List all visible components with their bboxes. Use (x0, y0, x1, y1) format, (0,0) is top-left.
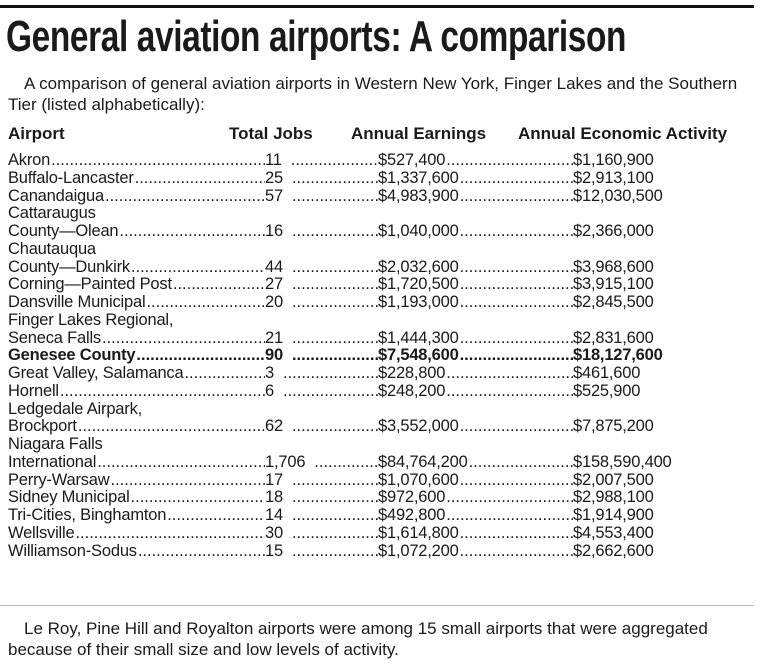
dot-leader (291, 542, 378, 560)
total-jobs: 62 (265, 417, 283, 436)
dot-leader (459, 258, 573, 276)
jobs-cell (265, 329, 378, 347)
airport-cell (8, 488, 265, 506)
jobs-cell (265, 382, 378, 400)
airport-name: Hornell (8, 381, 59, 400)
airport-name: County—Dunkirk (8, 257, 130, 276)
table-row (8, 400, 758, 418)
spacer (305, 453, 313, 471)
earnings-cell (378, 151, 573, 169)
annual-earnings: $1,720,500 (378, 275, 459, 294)
dot-leader (166, 506, 265, 524)
annual-economic-activity: $2,366,000 (573, 222, 654, 240)
airport-name: Perry-Warsaw (8, 470, 110, 489)
dot-leader (445, 506, 573, 524)
dot-leader (445, 151, 573, 169)
annual-economic-activity: $7,875,200 (573, 417, 654, 436)
dot-leader (282, 382, 378, 400)
annual-earnings: $1,072,200 (378, 541, 459, 560)
graphic-subtitle: A comparison of general aviation airports in Western New York, Finger Lakes and the Southern Tier (listed alphabetically): (8, 74, 738, 114)
jobs-cell (265, 169, 378, 187)
spacer (283, 542, 291, 560)
airport-name: County—Olean (8, 222, 119, 240)
dot-leader (291, 471, 378, 489)
table-row (8, 240, 758, 258)
dot-leader (313, 453, 378, 471)
annual-economic-activity: $2,988,100 (573, 488, 654, 507)
earnings-cell (378, 471, 573, 489)
dot-leader (445, 364, 573, 382)
annual-economic-activity: $12,030,500 (573, 186, 663, 205)
dot-leader (110, 471, 266, 489)
jobs-cell (265, 187, 378, 205)
table-body (8, 151, 758, 559)
table-row (8, 275, 758, 293)
jobs-cell (265, 488, 378, 506)
jobs-cell (265, 275, 378, 293)
annual-earnings: $1,337,600 (378, 168, 459, 187)
spacer (283, 258, 291, 276)
footnote: Le Roy, Pine Hill and Royalton airports were among 15 small airports that were aggregated because of their small size and low levels of activity. (8, 619, 708, 659)
table-row (8, 506, 758, 524)
annual-earnings: $1,070,600 (378, 470, 459, 489)
annual-earnings: $228,800 (378, 364, 446, 382)
dot-leader (96, 453, 265, 471)
total-jobs: 15 (265, 541, 283, 560)
annual-earnings: $4,983,900 (378, 186, 459, 205)
annual-economic-activity: $461,600 (573, 364, 641, 382)
airport-name: Corning—Painted Post (8, 275, 172, 294)
earnings-cell (378, 329, 573, 347)
dot-leader (291, 222, 378, 240)
airport-cell (8, 506, 265, 524)
table-row (8, 151, 758, 169)
airport-name: Great Valley, Salamanca (8, 364, 184, 382)
total-jobs: 25 (265, 168, 283, 187)
dot-leader (291, 488, 378, 506)
airport-cell (8, 222, 265, 240)
dot-leader (290, 151, 378, 169)
table-row (8, 169, 758, 187)
airport-name: Buffalo-Lancaster (8, 168, 134, 187)
dot-leader (134, 169, 265, 187)
spacer (283, 329, 291, 347)
table-row (8, 329, 758, 347)
airport-name: Canandaigua (8, 186, 104, 205)
table-row (8, 488, 758, 506)
airport-cell (8, 169, 265, 187)
dot-leader (101, 329, 265, 347)
header-annual-earnings: Annual Earnings (351, 124, 487, 143)
annual-economic-activity: $2,913,100 (573, 168, 654, 187)
earnings-cell (378, 488, 573, 506)
table-row (8, 435, 758, 453)
spacer (283, 506, 291, 524)
airport-name: Williamson-Sodus (8, 541, 137, 560)
dot-leader (459, 417, 573, 435)
total-jobs: 11 (265, 151, 282, 169)
dot-leader (130, 258, 265, 276)
earnings-cell (378, 506, 573, 524)
dot-leader (445, 382, 573, 400)
dot-leader (135, 346, 265, 364)
table-row (8, 382, 758, 400)
annual-economic-activity: $18,127,600 (573, 346, 663, 365)
dot-leader (459, 524, 573, 542)
jobs-cell (265, 506, 378, 524)
earnings-cell (378, 258, 573, 276)
airport-name: Niagara Falls (8, 435, 103, 453)
airport-name: Wellsville (8, 523, 75, 542)
header-annual-economic-activity: Annual Economic Activity (518, 124, 728, 143)
dot-leader (459, 542, 573, 560)
dot-leader (59, 382, 265, 400)
annual-economic-activity: $2,662,600 (573, 541, 654, 560)
table-row (8, 222, 758, 240)
annual-economic-activity: $3,915,100 (573, 275, 654, 294)
header-total-jobs: Total Jobs (229, 124, 313, 143)
earnings-cell (378, 275, 573, 293)
dot-leader (459, 293, 573, 311)
airport-cell (8, 187, 265, 205)
annual-earnings: $7,548,600 (378, 346, 459, 365)
airport-cell (8, 151, 265, 169)
spacer (283, 275, 291, 293)
total-jobs: 30 (265, 523, 283, 542)
table-row (8, 204, 758, 222)
annual-earnings: $1,193,000 (378, 293, 459, 311)
dot-leader (77, 417, 265, 435)
spacer (283, 169, 291, 187)
bottom-rule (0, 605, 754, 606)
total-jobs: 20 (265, 293, 283, 311)
airport-name: Sidney Municipal (8, 488, 130, 507)
earnings-cell (378, 364, 573, 382)
total-jobs: 17 (265, 470, 283, 489)
dot-leader (291, 417, 378, 435)
header-airport: Airport (8, 124, 65, 143)
total-jobs: 16 (265, 222, 283, 240)
airport-name: Brockport (8, 417, 77, 436)
airport-name: Finger Lakes Regional, (8, 310, 174, 329)
airport-cell (8, 258, 265, 276)
dot-leader (183, 364, 265, 382)
table-row (8, 258, 758, 276)
annual-earnings: $527,400 (378, 151, 446, 169)
dot-leader (291, 258, 378, 276)
annual-economic-activity: $3,968,600 (573, 257, 654, 276)
dot-leader (291, 275, 378, 293)
total-jobs: 14 (265, 506, 283, 524)
jobs-cell (265, 417, 378, 435)
table-row (8, 293, 758, 311)
earnings-cell (378, 382, 573, 400)
airport-cell (8, 293, 265, 311)
dot-leader (291, 293, 378, 311)
earnings-cell (378, 524, 573, 542)
earnings-cell (378, 169, 573, 187)
dot-leader (145, 293, 265, 311)
total-jobs: 90 (265, 346, 283, 365)
jobs-cell (265, 293, 378, 311)
total-jobs: 6 (265, 381, 274, 400)
table-row (8, 346, 758, 364)
airport-name: Dansville Municipal (8, 293, 146, 311)
total-jobs: 21 (265, 328, 283, 347)
dot-leader (291, 506, 378, 524)
annual-earnings: $3,552,000 (378, 417, 459, 436)
airport-name: Chautauqua (8, 239, 96, 258)
airport-name: Cattaraugus (8, 204, 96, 223)
airport-cell (8, 364, 265, 382)
annual-economic-activity: $4,553,400 (573, 523, 654, 542)
dot-leader (459, 187, 573, 205)
total-jobs: 27 (265, 275, 283, 294)
spacer (283, 187, 291, 205)
spacer (274, 382, 282, 400)
earnings-cell (378, 222, 573, 240)
earnings-cell (378, 293, 573, 311)
airport-name: Seneca Falls (8, 328, 101, 347)
table-row (8, 311, 758, 329)
dot-leader (282, 364, 378, 382)
table-row (8, 417, 758, 435)
airport-name: Tri-Cities, Binghamton (8, 506, 167, 524)
jobs-cell (265, 222, 378, 240)
annual-economic-activity: $525,900 (573, 381, 641, 400)
airport-cell (8, 542, 265, 560)
airport-cell (8, 471, 265, 489)
jobs-cell (265, 542, 378, 560)
total-jobs: 44 (265, 257, 283, 276)
annual-economic-activity: $2,831,600 (573, 328, 654, 347)
total-jobs: 57 (265, 186, 283, 205)
jobs-cell (265, 151, 378, 169)
spacer (274, 364, 282, 382)
dot-leader (291, 329, 378, 347)
dot-leader (104, 187, 265, 205)
table-row (8, 187, 758, 205)
airport-name: International (8, 452, 97, 471)
airport-name: Ledgedale Airpark, (8, 399, 142, 418)
dot-leader (459, 275, 573, 293)
dot-leader (291, 169, 378, 187)
annual-economic-activity: $1,914,900 (573, 506, 654, 524)
table-row (8, 471, 758, 489)
dot-leader (291, 524, 378, 542)
annual-earnings: $2,032,600 (378, 257, 459, 276)
spacer (283, 524, 291, 542)
dot-leader (459, 169, 573, 187)
earnings-cell (378, 453, 573, 471)
annual-earnings: $1,614,800 (378, 523, 459, 542)
earnings-cell (378, 542, 573, 560)
dot-leader (291, 346, 378, 364)
dot-leader (172, 275, 265, 293)
spacer (283, 346, 291, 364)
airport-cell (8, 453, 265, 471)
top-rule (0, 5, 754, 8)
airport-cell (8, 524, 265, 542)
table-row (8, 453, 758, 471)
total-jobs: 3 (265, 364, 274, 382)
total-jobs: 1,706 (265, 452, 306, 471)
jobs-cell (265, 346, 378, 364)
airport-cell (8, 275, 265, 293)
spacer (283, 417, 291, 435)
annual-economic-activity: $158,590,400 (573, 452, 672, 471)
earnings-cell (378, 417, 573, 435)
annual-earnings: $1,444,300 (378, 328, 459, 347)
dot-leader (130, 488, 265, 506)
table-row (8, 524, 758, 542)
graphic-title: General aviation airports: A comparison (6, 12, 627, 61)
spacer (283, 471, 291, 489)
dot-leader (459, 346, 573, 364)
table-row (8, 542, 758, 560)
airport-cell (8, 346, 265, 364)
annual-earnings: $1,040,000 (378, 222, 459, 240)
annual-economic-activity: $1,160,900 (573, 151, 654, 169)
dot-leader (459, 222, 573, 240)
dot-leader (118, 222, 265, 240)
table-header (0, 124, 760, 146)
airport-cell (8, 382, 265, 400)
dot-leader (137, 542, 265, 560)
airport-cell (8, 417, 265, 435)
annual-economic-activity: $2,007,500 (573, 470, 654, 489)
dot-leader (291, 187, 378, 205)
total-jobs: 18 (265, 488, 283, 507)
annual-earnings: $972,600 (378, 488, 446, 507)
annual-earnings: $492,800 (378, 506, 446, 524)
jobs-cell (265, 471, 378, 489)
dot-leader (445, 488, 573, 506)
airport-cell (8, 329, 265, 347)
dot-leader (74, 524, 265, 542)
dot-leader (468, 453, 573, 471)
dot-leader (50, 151, 265, 169)
airport-name: Akron (8, 151, 51, 169)
annual-earnings: $84,764,200 (378, 452, 468, 471)
table-row (8, 364, 758, 382)
earnings-cell (378, 187, 573, 205)
dot-leader (459, 329, 573, 347)
jobs-cell (265, 258, 378, 276)
dot-leader (459, 471, 573, 489)
airport-name: Genesee County (8, 346, 136, 365)
jobs-cell (265, 524, 378, 542)
earnings-cell (378, 346, 573, 364)
annual-economic-activity: $2,845,500 (573, 293, 654, 311)
spacer (282, 151, 290, 169)
jobs-cell (265, 364, 378, 382)
annual-earnings: $248,200 (378, 381, 446, 400)
spacer (283, 488, 291, 506)
spacer (283, 293, 291, 311)
jobs-cell (265, 453, 378, 471)
spacer (283, 222, 291, 240)
